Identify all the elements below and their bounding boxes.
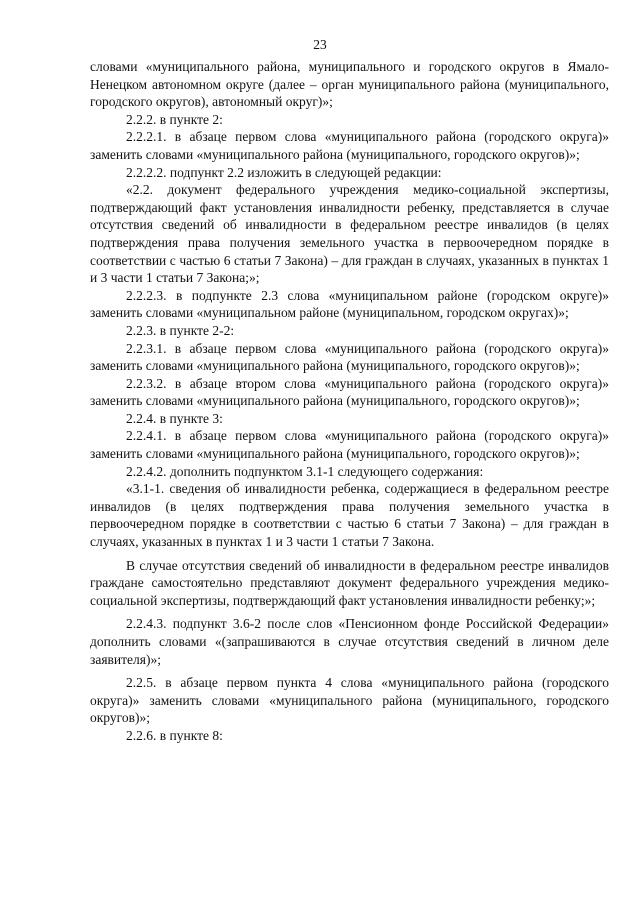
paragraph: 2.2.3.2. в абзаце втором слова «муниципального района (городского округа)» заменить словами «муниципального района (муниципального, городского округов)»; <box>90 375 609 409</box>
paragraph: 2.2.4.1. в абзаце первом слова «муниципального района (городского округа)» заменить словами «муниципального района (муниципального, городского округов)»; <box>90 428 609 462</box>
paragraph: 2.2.2. в пункте 2: <box>126 111 223 127</box>
paragraph: 2.2.4.3. подпункт 3.6-2 после слов «Пенсионном фонде Российской Федерации» дополнить словами «(запрашиваются в случае отсутствия сведений в личном деле заявителя)»; <box>90 616 609 667</box>
paragraph: «3.1-1. сведения об инвалидности ребенка, содержащиеся в федеральном реестре инвалидов (в целях подтверждения права получения земельного участка в первоочередном порядке в соответствии с частью 6 статьи 7 Закона) – для граждан в случаях, указанных в пунктах 1 и 3 части 1 статьи 7 Закона. <box>90 481 609 550</box>
paragraph: 2.2.2.1. в абзаце первом слова «муниципального района (городского округа)» заменить словами «муниципального района (муниципального, городского округов)»; <box>90 129 609 162</box>
paragraph: В случае отсутствия сведений об инвалидности в федеральном реестре инвалидов граждане самостоятельно представляют документ федерального учреждения медико-социальной экспертизы, подтверждающий факт установления инвалидности ребенку;»; <box>90 557 609 608</box>
paragraph: 2.2.6. в пункте 8: <box>126 727 223 743</box>
page-number: 23 <box>313 37 327 52</box>
paragraph: 2.2.4. в пункте 3: <box>126 410 223 426</box>
paragraph: «2.2. документ федерального учреждения медико-социальной экспертизы, подтверждающий факт установления инвалидности ребенку, представляется в случае отсутствия сведений об инвалидности в федеральном реестре инвалидов (в целях подтверждения права получения земельного участка в первоочередном порядке в соответствии с частью 6 статьи 7 Закона) – для граждан в случаях, указанных в пунктах 1 и 3 части 1 статьи 7 Закона;»; <box>90 182 609 286</box>
paragraph: 2.2.2.2. подпункт 2.2 изложить в следующей редакции: <box>126 164 442 180</box>
paragraph: 2.2.3. в пункте 2-2: <box>126 322 235 338</box>
paragraph: 2.2.2.3. в подпункте 2.3 слова «муниципальном районе (городском округе)» заменить словами «муниципальном районе (муниципальном, городском округах)»; <box>90 287 609 321</box>
document-body <box>90 58 609 745</box>
paragraph: словами «муниципального района, муниципального и городского округов в Ямало-Ненецком автономном округе (далее – орган муниципального района (муниципального, городского округов), автономный округ)»; <box>90 59 609 110</box>
paragraph: 2.2.4.2. дополнить подпунктом 3.1-1 следующего содержания: <box>126 463 484 479</box>
paragraph: 2.2.5. в абзаце первом пункта 4 слова «муниципального района (городского округа)» заменить словами «муниципального района (муниципального, городского округов)»; <box>90 675 609 726</box>
paragraph: 2.2.3.1. в абзаце первом слова «муниципального района (городского округа)» заменить словами «муниципального района (муниципального, городского округов)»; <box>90 340 609 374</box>
